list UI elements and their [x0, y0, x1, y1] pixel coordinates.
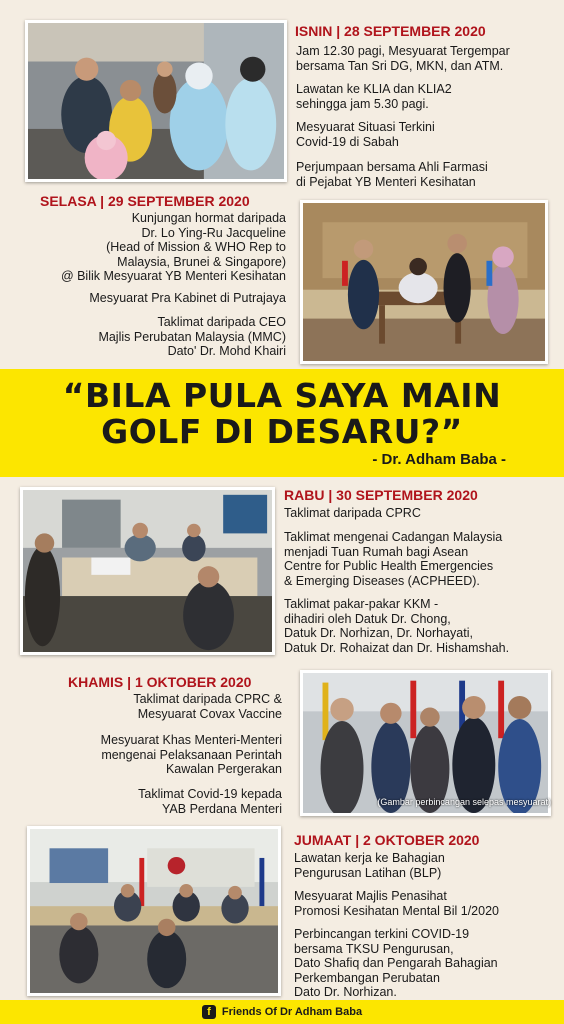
- day-date: 2 OKTOBER 2020: [363, 832, 480, 848]
- day-name: JUMAAT: [294, 832, 352, 848]
- monday-entry-2: Lawatan ke KLIA dan KLIA2 sehingga jam 5.30 pagi.: [296, 82, 452, 111]
- friday-entry-1: Lawatan kerja ke Bahagian Pengurusan Latihan (BLP): [294, 851, 445, 880]
- heading-separator: |: [328, 487, 333, 503]
- day-heading-monday: [295, 23, 486, 39]
- heading-separator: |: [100, 193, 105, 209]
- wednesday-entry-3: Taklimat pakar-pakar KKM - dihadiri oleh Datuk Dr. Chong, Datuk Dr. Norhizan, Dr. Norhayati, Datuk Dr. Rohaizat dan Dr. Hishamshah.: [284, 597, 510, 655]
- photo-blp-visit: [27, 826, 281, 996]
- thursday-entry-2: Mesyuarat Khas Menteri-Menteri mengenai Pelaksanaan Perintah Kawalan Pergerakan: [100, 733, 282, 776]
- day-date: 28 SEPTEMBER 2020: [344, 23, 486, 39]
- day-date: 29 SEPTEMBER 2020: [107, 193, 250, 209]
- day-name: KHAMIS: [68, 674, 124, 690]
- day-date: 1 OKTOBER 2020: [134, 674, 252, 690]
- wednesday-entry-1: Taklimat daripada CPRC: [284, 506, 421, 520]
- day-heading-friday: [294, 832, 479, 848]
- day-name: ISNIN: [295, 23, 333, 39]
- photo-caption: (Gambar perbincangan selepas mesyuarat): [377, 797, 551, 807]
- quote-line-2: GOLF DI DESARU?”: [101, 412, 463, 451]
- photo-who-visit: [300, 200, 548, 364]
- monday-entry-4: Perjumpaan bersama Ahli Farmasi di Pejabat YB Menteri Kesihatan: [296, 160, 488, 189]
- day-heading-tuesday: [40, 193, 250, 209]
- day-heading-wednesday: [284, 487, 478, 503]
- photo-klia-visit: [25, 20, 287, 182]
- day-name: RABU: [284, 487, 325, 503]
- tuesday-entry-2: Mesyuarat Pra Kabinet di Putrajaya: [89, 291, 286, 305]
- monday-entry-3: Mesyuarat Situasi Terkini Covid-19 di Sabah: [296, 120, 435, 149]
- footer-bar: [0, 1000, 564, 1024]
- footer-page-name: Friends Of Dr Adham Baba: [221, 1006, 363, 1018]
- monday-entry-1: Jam 12.30 pagi, Mesyuarat Tergempar bersama Tan Sri DG, MKN, dan ATM.: [296, 44, 510, 73]
- day-name: SELASA: [40, 193, 97, 209]
- friday-entry-3: Perbincangan terkini COVID-19 bersama TKSU Pengurusan, Dato Shafiq dan Pengarah Bahagian Perkembangan Perubatan Dato Dr. Norhizan.: [294, 927, 498, 999]
- tuesday-entry-1: Kunjungan hormat daripada Dr. Lo Ying-Ru Jacqueline (Head of Mission & WHO Rep to Malaysia, Brunei & Singapore) @ Bilik Mesyuarat YB Menteri Kesihatan: [60, 211, 286, 283]
- wednesday-entry-2: Taklimat mengenai Cadangan Malaysia menjadi Tuan Rumah bagi Asean Centre for Public Health Emergencies & Emerging Diseases (ACPHEED).: [284, 530, 503, 588]
- photo-cprc-briefing: [20, 487, 275, 655]
- heading-separator: |: [336, 23, 341, 39]
- thursday-entry-3: Taklimat Covid-19 kepada YAB Perdana Menteri: [138, 787, 282, 816]
- photo-ministers-discussion: [300, 670, 551, 816]
- tuesday-entry-3: Taklimat daripada CEO Majlis Perubatan Malaysia (MMC) Dato' Dr. Mohd Khairi: [98, 315, 286, 358]
- heading-separator: |: [127, 674, 132, 690]
- day-date: 30 SEPTEMBER 2020: [336, 487, 478, 503]
- thursday-entry-1: Taklimat daripada CPRC & Mesyuarat Covax Vaccine: [133, 692, 282, 721]
- quote-line-1: “BILA PULA SAYA MAIN: [62, 376, 502, 415]
- heading-separator: |: [355, 832, 360, 848]
- friday-entry-2: Mesyuarat Majlis Penasihat Promosi Kesihatan Mental Bil 1/2020: [294, 889, 499, 918]
- day-heading-thursday: [68, 674, 251, 690]
- facebook-icon: f: [202, 1005, 216, 1019]
- quote-author: - Dr. Adham Baba -: [372, 451, 506, 468]
